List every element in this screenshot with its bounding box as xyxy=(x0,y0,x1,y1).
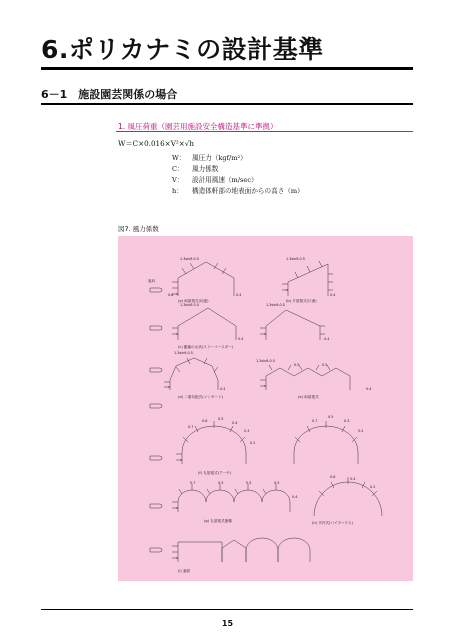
diagram-caption: (h) 半円式(パイプハウス) xyxy=(312,521,353,525)
definition-v xyxy=(172,174,258,184)
coef-label: 0.2 xyxy=(358,429,364,433)
definition-text: 構造体軒部の地表面からの高さ（m） xyxy=(192,187,304,195)
definition-h xyxy=(172,185,304,195)
figure-caption: 図7. 風力係数 xyxy=(118,225,159,233)
coef-label: 0.4 xyxy=(232,421,238,425)
definition-symbol: W： xyxy=(172,154,186,162)
coef-label: 0.3 xyxy=(344,419,350,423)
footer-divider xyxy=(41,609,413,610)
coef-label: 0.5 xyxy=(274,481,280,485)
wind-pressure-formula: W＝C×0.016×V²×√h xyxy=(118,139,194,148)
diagram-caption: (d) 二重勾配式(マンサード) xyxy=(178,395,223,399)
coef-label: 0.6 xyxy=(202,419,208,423)
coef-label: 0.4 xyxy=(238,337,244,341)
coef-label: 1.3sinθ-0.5 xyxy=(174,351,193,355)
coef-label: 1.3sinθ-0.5 xyxy=(180,257,199,261)
coef-label: 0.4 xyxy=(366,387,372,391)
diagram-b xyxy=(282,261,336,297)
definition-text: 風力係数 xyxy=(192,165,219,173)
coef-label: 0.2 xyxy=(370,485,376,489)
diagram-caption: (c) 鋸歯の山状(スリーコースター) xyxy=(178,345,234,349)
diagram-i xyxy=(172,538,310,562)
definition-symbol: h： xyxy=(172,187,183,195)
subsection-divider xyxy=(116,131,413,132)
coef-label: 1.3sinθ-0.5 xyxy=(266,303,285,307)
coef-label: 0.8 xyxy=(168,293,174,297)
wind-arrow-icon xyxy=(150,288,162,552)
coef-label: 0.4 xyxy=(220,387,226,391)
coef-label: 0.2 xyxy=(250,441,256,445)
coef-label: 0.5 xyxy=(322,363,328,367)
subsection-heading: 1. 風圧荷重（園芸用施設安全構造基準に準拠） xyxy=(118,122,278,131)
diagram-c xyxy=(172,308,325,340)
diagram-h xyxy=(314,477,382,516)
definition-c xyxy=(172,163,218,173)
definition-w xyxy=(172,152,247,162)
coef-label: 0.5 xyxy=(218,481,224,485)
coef-label: 0.4 xyxy=(324,337,330,341)
diagram-e xyxy=(260,365,350,390)
page-number: 15 xyxy=(221,619,234,628)
coef-label: 1.3sinθ-0.5 xyxy=(286,257,305,261)
coef-label: 0.4 xyxy=(330,293,336,297)
diagram-caption: (i) 妻面 xyxy=(178,569,191,573)
definition-text: 設計用風速（m/sec） xyxy=(192,176,258,184)
coef-label: 1.3sinθ-0.5 xyxy=(180,303,199,307)
coef-label: 0.7 xyxy=(190,481,196,485)
diagram-g xyxy=(172,484,290,512)
diagram-caption: (f) 丸屋根式(アーチ) xyxy=(198,471,232,475)
section-divider xyxy=(41,103,413,105)
coef-label: 0.7 xyxy=(312,419,318,423)
diagram-f xyxy=(176,421,358,464)
coef-label: 0.5 xyxy=(328,415,334,419)
diagram-caption: (g) 丸屋根式連棟 xyxy=(204,519,232,523)
coef-label: 0.5 xyxy=(246,481,252,485)
definition-text: 風圧力（kgf/m²） xyxy=(192,154,247,162)
coef-label: 0.5 xyxy=(218,417,224,421)
diagram-caption: (a) 両屋根式(切妻) xyxy=(178,299,209,303)
definition-symbol: C： xyxy=(172,165,184,173)
title-divider xyxy=(41,67,413,70)
diagram-caption: (b) 片屋根式(片流) xyxy=(286,299,317,303)
definition-symbol: V： xyxy=(172,176,184,184)
wind-coefficient-figure xyxy=(118,236,413,581)
coef-label: 0.3 xyxy=(244,429,250,433)
diagram-a xyxy=(172,262,234,296)
coef-label: 0.4 xyxy=(236,293,242,297)
diagram-d xyxy=(164,358,218,390)
section-heading: 6－1 施設園芸関係の場合 xyxy=(41,88,178,101)
page-title: 6.ポリカナミの設計基準 xyxy=(41,35,324,64)
wind-direction-label: 風向 xyxy=(148,279,156,283)
coef-label: 1.3sinθ-0.5 xyxy=(256,359,275,363)
figure-diagrams xyxy=(118,236,413,581)
coef-label: 0.4 xyxy=(292,495,298,499)
coef-label: 0.5 xyxy=(294,363,300,367)
coef-label: 0.6 xyxy=(330,475,336,479)
coef-label: 0.7 xyxy=(188,425,194,429)
coef-label: 0.4 xyxy=(350,477,356,481)
diagram-caption: (e) 両屋根式 xyxy=(298,395,319,399)
